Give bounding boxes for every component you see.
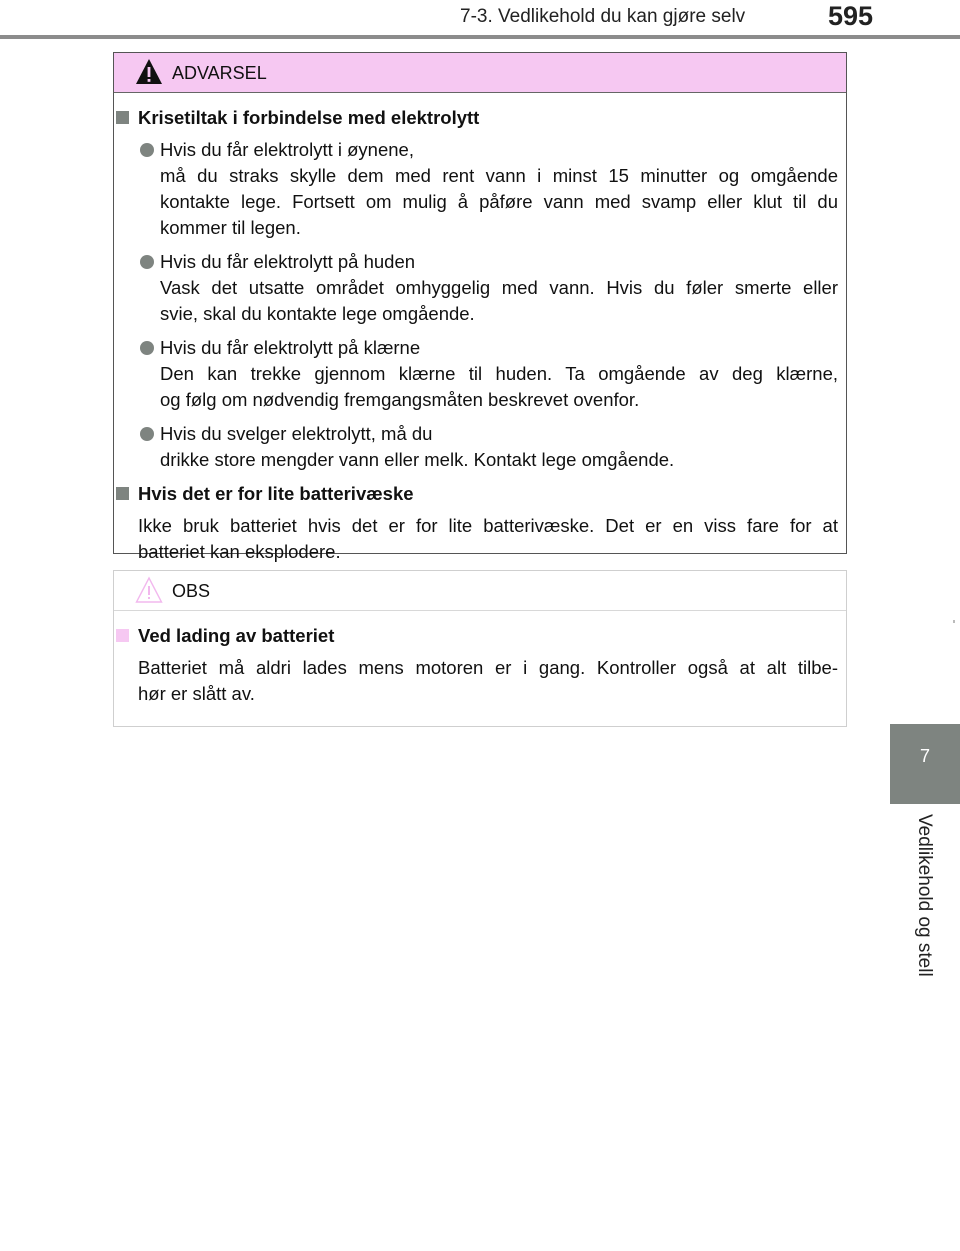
circle-bullet-icon xyxy=(140,255,154,269)
notice-box xyxy=(113,570,847,727)
margin-mark xyxy=(953,620,955,623)
paragraph: Batteriet må aldri lades mens motoren er i gang. Kontroller også at alt tilbe- hør er slått av. xyxy=(138,657,838,704)
square-bullet-icon xyxy=(116,487,129,500)
warning-box xyxy=(113,52,847,562)
page-header xyxy=(0,0,960,40)
list-item: Hvis du svelger elektrolytt, må du drikke store mengder vann eller melk. Kontakt lege omgående. xyxy=(114,421,838,473)
list-item: Hvis du får elektrolytt i øynene, må du straks skylle dem med rent vann i minst 15 minutter og omgående kontakte lege. Fortsett om mulig å påføre vann med svamp eller klut til du kommer til legen. xyxy=(114,137,838,241)
warning-header xyxy=(114,53,846,93)
list-item: Hvis du får elektrolytt på huden Vask det utsatte området omhyggelig med vann. Hvis du føler smerte eller svie, skal du kontakte lege omgående. xyxy=(114,249,838,327)
warning-triangle-icon xyxy=(134,57,164,87)
chapter-label xyxy=(890,814,960,994)
section-heading: Krisetiltak i forbindelse med elektrolytt xyxy=(114,105,838,131)
chapter-label-text: Vedlikehold og stell xyxy=(914,814,935,977)
section-title: 7-3. Vedlikehold du kan gjøre selv xyxy=(460,6,746,27)
section-heading: Hvis det er for lite batterivæske xyxy=(114,481,838,507)
header-rule xyxy=(0,35,960,39)
list-item: Hvis du får elektrolytt på klærne Den kan trekke gjennom klærne til huden. Ta omgående av deg klærne, og følg om nødvendig fremgangsmåten beskrevet ovenfor. xyxy=(114,335,838,413)
chapter-number: 7 xyxy=(919,746,930,766)
notice-content xyxy=(114,623,846,715)
circle-bullet-icon xyxy=(140,427,154,441)
circle-bullet-icon xyxy=(140,341,154,355)
page-number: 595 xyxy=(828,1,874,31)
section-heading: Ved lading av batteriet xyxy=(114,623,838,649)
square-bullet-icon xyxy=(116,629,129,642)
chapter-tab[interactable] xyxy=(890,724,960,804)
notice-title: OBS xyxy=(172,581,211,601)
warning-title: ADVARSEL xyxy=(172,63,267,83)
notice-header xyxy=(114,571,846,611)
square-bullet-icon xyxy=(116,111,129,124)
circle-bullet-icon xyxy=(140,143,154,157)
warning-content xyxy=(114,105,846,573)
paragraph: Ikke bruk batteriet hvis det er for lite batterivæske. Det er en viss fare for at batteriet kan eksplodere. xyxy=(138,515,838,562)
caution-triangle-icon xyxy=(134,575,164,605)
